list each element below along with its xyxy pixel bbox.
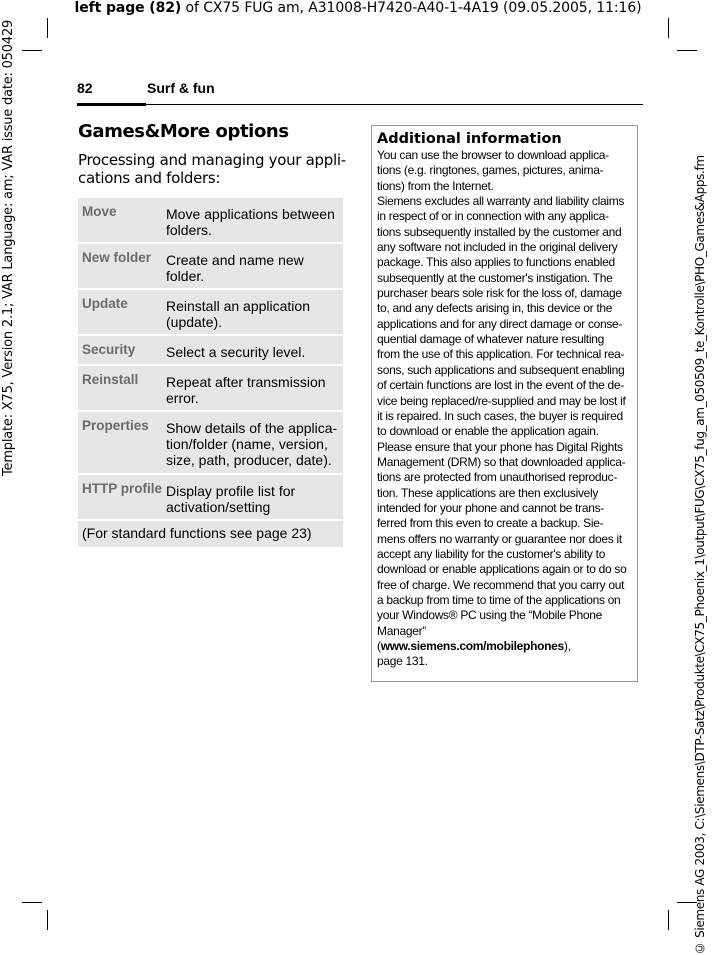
options-table: [78, 198, 343, 547]
option-key: Move: [82, 204, 117, 219]
info-line: your Windows® PC using the “Mobile Phone: [377, 608, 602, 623]
info-line: Management (DRM) so that downloaded applica-: [377, 454, 626, 469]
option-desc: Create and name new folder.: [166, 252, 304, 284]
info-line: mens offers no warranty or guarantee nor does it: [377, 531, 622, 546]
siemens-url: www.siemens.com/mobilephones: [380, 639, 564, 653]
option-key: Security: [82, 342, 136, 357]
option-key: Update: [82, 296, 128, 311]
banner-file-info: of CX75 FUG am, A31008-H7420-A40-1-4A19 (09.05.2005, 11:16): [181, 0, 642, 16]
info-line: free of charge. We recommend that you carry out: [377, 577, 625, 592]
info-line: tions subsequently installed by the customer and: [377, 224, 622, 239]
intro-line: Processing and managing your appli-: [78, 151, 346, 169]
crop-mark: [47, 18, 48, 38]
info-line: subsequently at the customer's instigation. The: [377, 270, 613, 285]
info-line: ferred from this even to create a backup. Sie-: [377, 516, 604, 531]
option-row-properties: [78, 412, 343, 473]
page-heading: Games&More options: [78, 121, 289, 142]
section-title: Surf & fun: [147, 80, 215, 96]
info-line: purchaser bears sole risk for the loss of, damage: [377, 286, 622, 301]
info-line: applications and for any direct damage or conse-: [377, 316, 623, 331]
option-key: HTTP profile: [82, 481, 163, 496]
intro-line: cations and folders:: [78, 169, 221, 187]
info-line: intended for your phone and cannot be trans-: [377, 500, 604, 515]
option-desc: Select a security level.: [166, 344, 306, 360]
option-key: Reinstall: [82, 372, 139, 387]
info-line: Manager”: [377, 623, 426, 638]
info-line: it is repaired. In such cases, the buyer is required: [377, 408, 623, 423]
info-line: a backup from time to time of the applications on: [377, 592, 621, 607]
info-title: Additional information: [377, 131, 562, 147]
info-line: in respect of or in connection with any applica-: [377, 209, 609, 224]
info-line: tions) from the Internet.: [377, 178, 494, 193]
info-line: tion. These applications are then exclusively: [377, 485, 599, 500]
info-line: Please ensure that your phone has Digital Rights: [377, 439, 623, 454]
info-body: [377, 148, 634, 670]
additional-info-box: [371, 125, 638, 682]
template-info: Template: X75, Version 2.1; VAR Language: am; VAR issue date: 050429: [1, 20, 16, 477]
option-desc: Repeat after transmission error.: [166, 374, 326, 406]
crop-mark: [668, 910, 669, 930]
info-line: package. This also applies to functions enabled: [377, 255, 615, 270]
crop-mark: [47, 910, 48, 930]
option-desc: Move applications between folders.: [166, 206, 335, 238]
info-line: tions are protected from unauthorised reproduc-: [377, 470, 618, 485]
info-line: You can use the browser to download applica-: [377, 148, 609, 162]
info-line: any software not included in the original delivery: [377, 240, 618, 255]
info-line: vice being replaced/re-supplied and may be lost if: [377, 393, 626, 408]
info-line: from the use of this application. For technical rea-: [377, 347, 625, 362]
info-line: to download or enable the application again.: [377, 424, 599, 439]
banner-page-label: left page (82): [74, 0, 182, 16]
header-rule: [77, 103, 146, 106]
crop-mark: [668, 18, 669, 38]
option-row-move: [78, 198, 343, 242]
option-row-http-profile: [78, 475, 343, 519]
option-row-update: [78, 290, 343, 334]
info-line: Siemens excludes all warranty and liability claims: [377, 194, 625, 209]
info-page-ref: page 131.: [377, 654, 428, 669]
copyright-path: © Siemens AG 2003, C:\Siemens\DTP-Satz\Produkte\CX75_Phoenix_1\output\FUG\CX75_fug_am_050509_te_Kontrolle\PHO_Games&Apps.fm: [693, 155, 707, 955]
crop-mark: [22, 902, 42, 903]
info-url-line: (www.siemens.com/mobilephones),: [377, 639, 571, 653]
info-line: sons, such applications and subsequent enabling: [377, 362, 625, 377]
option-key: Properties: [82, 418, 149, 433]
option-desc: Reinstall an application (update).: [166, 298, 310, 330]
info-line: of certain functions are lost in the event of the de-: [377, 378, 624, 393]
standard-functions-note: (For standard functions see page 23): [78, 521, 343, 547]
crop-mark: [677, 50, 697, 51]
info-line: download or enable applications again or to do so: [377, 562, 627, 577]
option-row-reinstall: [78, 366, 343, 410]
page-number: 82: [77, 80, 93, 96]
info-line: accept any liability for the customer's ability to: [377, 546, 606, 561]
option-row-security: [78, 336, 343, 364]
intro-text: [78, 151, 348, 187]
crop-mark: [22, 50, 42, 51]
option-desc: Display profile list for activation/setting: [166, 483, 296, 515]
print-banner: [0, 0, 716, 16]
header-rule: [146, 104, 643, 105]
info-line: tions (e.g. ringtones, games, pictures, anima-: [377, 163, 604, 178]
info-line: to, and any defects arising in, this device or the: [377, 301, 613, 316]
option-row-new-folder: [78, 244, 343, 288]
option-desc: Show details of the applica-tion/folder (name, version, size, path, producer, date).: [166, 420, 338, 468]
info-line: quential damage of whatever nature resulting: [377, 332, 604, 347]
option-key: New folder: [82, 250, 152, 265]
